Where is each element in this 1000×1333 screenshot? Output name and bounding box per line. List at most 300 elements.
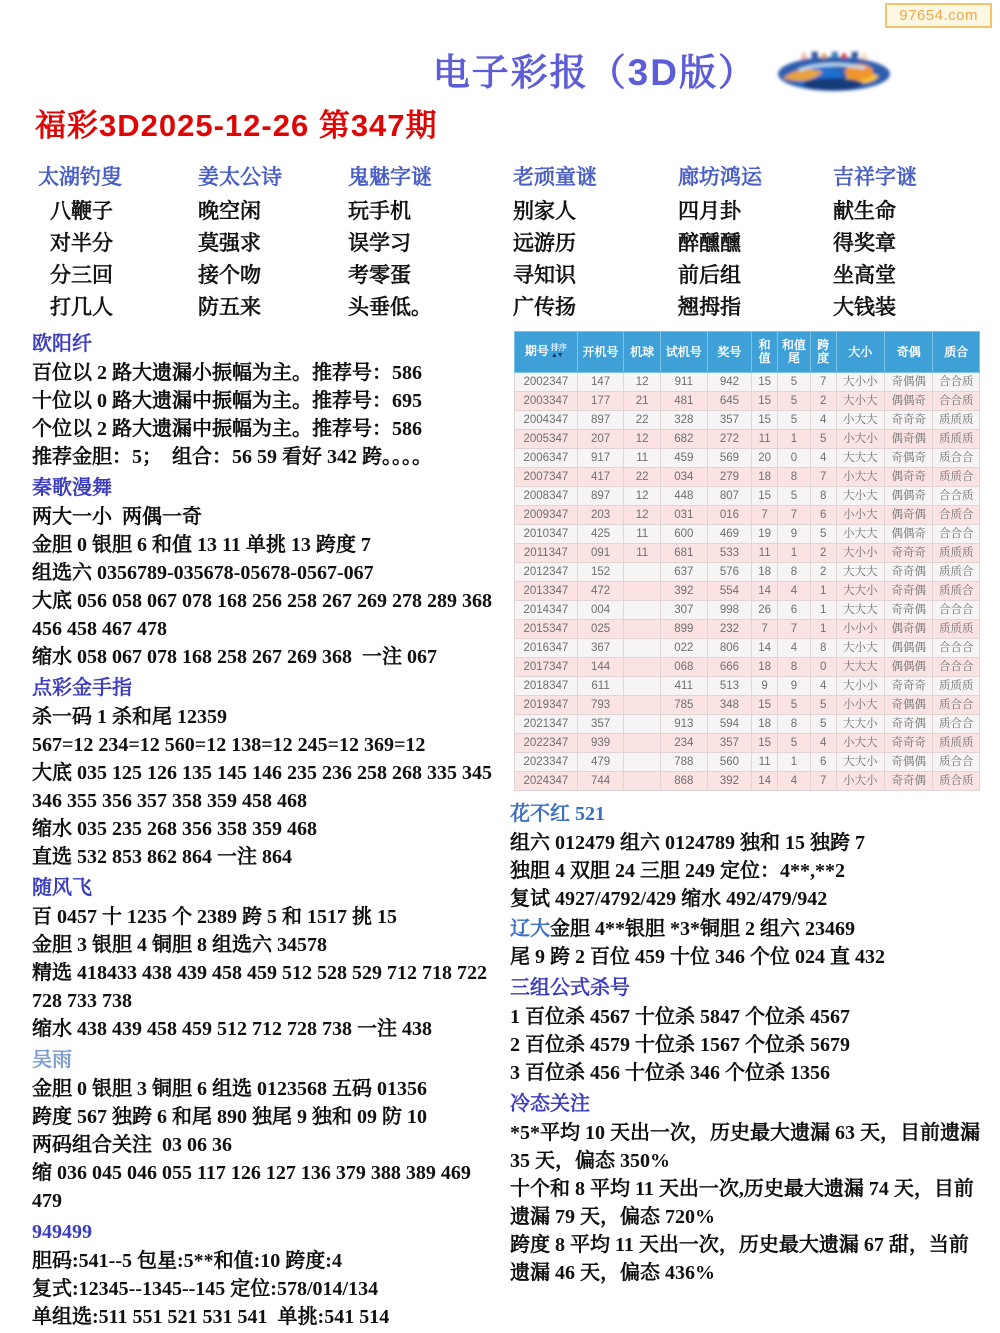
table-cell: 合合合 bbox=[933, 601, 980, 620]
table-cell: 5 bbox=[810, 430, 836, 449]
riddle-title: 太湖钓叟 bbox=[38, 165, 122, 189]
table-cell: 1 bbox=[778, 753, 811, 772]
table-cell: 合合合 bbox=[933, 658, 980, 677]
section-line: 杀一码 1 杀和尾 12359 bbox=[32, 706, 227, 728]
table-cell: 质质合 bbox=[933, 563, 980, 582]
table-cell: 小大大 bbox=[836, 468, 884, 487]
table-row bbox=[515, 392, 980, 411]
table-cell: 913 bbox=[661, 715, 708, 734]
table-cell: 大大小 bbox=[836, 715, 884, 734]
table-cell: 奇奇奇 bbox=[885, 411, 933, 430]
table-cell bbox=[624, 734, 661, 753]
content-columns bbox=[0, 329, 1000, 1333]
table-cell: 质质合 bbox=[933, 582, 980, 601]
table-row bbox=[515, 373, 980, 392]
svg-text:▣: ▣ bbox=[851, 50, 859, 59]
table-cell: 大小大 bbox=[836, 392, 884, 411]
table-cell: 小大大 bbox=[836, 734, 884, 753]
section-title-line: 辽大金胆 4**银胆 *3*铜胆 2 组六 23469 bbox=[510, 918, 855, 940]
table-cell: 2 bbox=[810, 544, 836, 563]
table-cell bbox=[624, 677, 661, 696]
table-row bbox=[515, 430, 980, 449]
riddle-line: 晚空闲 bbox=[198, 199, 261, 223]
table-cell: 2017347 bbox=[515, 658, 578, 677]
table-cell: 质质合 bbox=[933, 468, 980, 487]
table-cell: 469 bbox=[707, 525, 752, 544]
riddle-title: 吉祥字谜 bbox=[833, 165, 917, 189]
table-cell: 小小大 bbox=[836, 506, 884, 525]
table-cell: 025 bbox=[577, 620, 624, 639]
sort-icon[interactable] bbox=[551, 344, 567, 360]
table-cell: 质合质 bbox=[933, 772, 980, 791]
table-cell: 357 bbox=[707, 411, 752, 430]
table-cell: 868 bbox=[661, 772, 708, 791]
table-cell: 奇奇偶 bbox=[885, 601, 933, 620]
sort-label: 排序 bbox=[550, 343, 567, 352]
table-cell: 2009347 bbox=[515, 506, 578, 525]
table-cell: 14 bbox=[752, 582, 778, 601]
table-cell: 1 bbox=[810, 582, 836, 601]
section-line: 组选六 0356789-035678-05678-0567-067 bbox=[32, 562, 374, 584]
table-cell: 大大大 bbox=[836, 563, 884, 582]
issue-title: 福彩3D2025-12-26 第347期 bbox=[35, 108, 438, 143]
table-cell: 793 bbox=[577, 696, 624, 715]
table-row bbox=[515, 772, 980, 791]
table-cell: 448 bbox=[661, 487, 708, 506]
riddle-title: 老顽童谜 bbox=[513, 165, 597, 189]
table-cell: 21 bbox=[624, 392, 661, 411]
svg-text:△: △ bbox=[861, 51, 868, 60]
table-cell: 2 bbox=[810, 563, 836, 582]
riddle-line: 前后组 bbox=[678, 263, 741, 287]
riddle-line: 四月卦 bbox=[678, 199, 741, 223]
table-cell: 小大大 bbox=[836, 411, 884, 430]
riddle-line: 献生命 bbox=[833, 199, 896, 223]
section-line: 两大一小 两偶一奇 bbox=[32, 506, 202, 528]
section-title: 点彩金手指 bbox=[32, 677, 132, 699]
table-cell: 奇奇偶 bbox=[885, 772, 933, 791]
table-row bbox=[515, 449, 980, 468]
table-cell: 奇偶偶 bbox=[885, 753, 933, 772]
table-cell: 785 bbox=[661, 696, 708, 715]
table-cell: 质质质 bbox=[933, 430, 980, 449]
site-url-badge[interactable]: 97654.com bbox=[885, 3, 992, 28]
table-cell: 2005347 bbox=[515, 430, 578, 449]
table-cell bbox=[624, 696, 661, 715]
column-header-10: 奇偶 bbox=[885, 332, 933, 373]
table-cell: 411 bbox=[661, 677, 708, 696]
table-cell: 897 bbox=[577, 411, 624, 430]
column-header-4: 试机号 bbox=[661, 332, 708, 373]
table-cell: 0 bbox=[778, 449, 811, 468]
section-title: 冷态关注 bbox=[510, 1093, 590, 1115]
section-title: 辽大 bbox=[510, 918, 550, 940]
table-cell: 2011347 bbox=[515, 544, 578, 563]
table-cell: 744 bbox=[577, 772, 624, 791]
right-section-1 bbox=[510, 799, 980, 913]
table-cell: 068 bbox=[661, 658, 708, 677]
table-cell: 大大大 bbox=[836, 658, 884, 677]
table-cell: 11 bbox=[624, 525, 661, 544]
section-line: 金胆 0 银胆 6 和值 13 11 单挑 13 跨度 7 bbox=[32, 534, 371, 556]
table-cell: 2018347 bbox=[515, 677, 578, 696]
table-cell: 15 bbox=[752, 734, 778, 753]
table-cell: 022 bbox=[661, 639, 708, 658]
table-cell: 177 bbox=[577, 392, 624, 411]
riddle-line: 头垂低。 bbox=[348, 295, 432, 319]
table-cell: 4 bbox=[778, 772, 811, 791]
riddle-line: 得奖章 bbox=[833, 231, 896, 255]
table-cell: 奇奇奇 bbox=[885, 677, 933, 696]
table-cell: 1 bbox=[810, 601, 836, 620]
table-cell: 12 bbox=[624, 506, 661, 525]
riddle-line: 莫强求 bbox=[198, 231, 261, 255]
table-row bbox=[515, 696, 980, 715]
table-cell: 806 bbox=[707, 639, 752, 658]
riddle-column-2 bbox=[198, 161, 348, 323]
table-cell: 034 bbox=[661, 468, 708, 487]
section-line: 跨度 8 平均 11 天出一次，历史最大遗漏 67 甜，当前遗漏 46 天，偏态 436% bbox=[510, 1234, 969, 1284]
table-cell: 大大小 bbox=[836, 753, 884, 772]
table-cell: 2015347 bbox=[515, 620, 578, 639]
table-cell: 554 bbox=[707, 582, 752, 601]
table-cell: 18 bbox=[752, 658, 778, 677]
section-line: 缩水 035 235 268 356 358 359 468 bbox=[32, 818, 317, 840]
section-line: 个位以 2 路大遗漏中振幅为主。推荐号：586 bbox=[32, 418, 422, 440]
section-title: 吴雨 bbox=[32, 1049, 72, 1071]
table-cell: 998 bbox=[707, 601, 752, 620]
table-cell: 7 bbox=[752, 620, 778, 639]
table-cell: 425 bbox=[577, 525, 624, 544]
table-cell: 203 bbox=[577, 506, 624, 525]
table-cell: 0 bbox=[810, 658, 836, 677]
table-cell: 奇奇偶 bbox=[885, 563, 933, 582]
table-row bbox=[515, 411, 980, 430]
section-line: 大底 056 058 067 078 168 256 258 267 269 278 289 368 456 458 467 478 bbox=[32, 590, 497, 640]
section-line: 两码组合关注 03 06 36 bbox=[32, 1134, 232, 1156]
table-cell bbox=[624, 658, 661, 677]
table-cell: 2004347 bbox=[515, 411, 578, 430]
section-line: 大底 035 125 126 135 145 146 235 236 258 268 335 345 346 355 356 357 358 359 458 468 bbox=[32, 762, 497, 812]
riddle-line: 寻知识 bbox=[513, 263, 576, 287]
draw-table-head bbox=[515, 332, 980, 373]
table-cell: 11 bbox=[752, 753, 778, 772]
svg-text:◆: ◆ bbox=[821, 51, 828, 60]
table-cell: 8 bbox=[778, 658, 811, 677]
riddle-line: 醉醺醺 bbox=[678, 231, 741, 255]
table-cell: 2021347 bbox=[515, 715, 578, 734]
riddle-title: 廊坊鸿运 bbox=[678, 165, 762, 189]
table-cell: 合合合 bbox=[933, 525, 980, 544]
table-cell: 942 bbox=[707, 373, 752, 392]
table-cell: 小小小 bbox=[836, 620, 884, 639]
table-cell: 2022347 bbox=[515, 734, 578, 753]
table-cell: 1 bbox=[810, 620, 836, 639]
table-cell: 奇奇奇 bbox=[885, 734, 933, 753]
table-cell bbox=[624, 772, 661, 791]
section-line: 尾 9 跨 2 百位 459 十位 346 个位 024 直 432 bbox=[510, 946, 885, 968]
table-cell: 9 bbox=[752, 677, 778, 696]
table-cell: 2007347 bbox=[515, 468, 578, 487]
section-line: 跨度 567 独跨 6 和尾 890 独尾 9 独和 09 防 10 bbox=[32, 1106, 427, 1128]
table-cell: 2010347 bbox=[515, 525, 578, 544]
table-cell: 12 bbox=[624, 373, 661, 392]
table-cell: 479 bbox=[577, 753, 624, 772]
table-row bbox=[515, 601, 980, 620]
section-title: 秦歌漫舞 bbox=[32, 477, 112, 499]
table-cell: 897 bbox=[577, 487, 624, 506]
column-header-5: 奖号 bbox=[707, 332, 752, 373]
riddle-line: 玩手机 bbox=[348, 199, 411, 223]
table-cell: 645 bbox=[707, 392, 752, 411]
table-cell bbox=[624, 620, 661, 639]
table-cell: 459 bbox=[661, 449, 708, 468]
table-cell: 质合合 bbox=[933, 696, 980, 715]
table-cell: 质合合 bbox=[933, 753, 980, 772]
table-cell: 1 bbox=[778, 544, 811, 563]
section-line: 单组选:511 551 521 531 541 单挑:541 514 bbox=[32, 1306, 390, 1328]
table-cell: 20 bbox=[752, 449, 778, 468]
table-cell: 4 bbox=[810, 411, 836, 430]
table-cell: 569 bbox=[707, 449, 752, 468]
table-cell: 大大大 bbox=[836, 601, 884, 620]
table-row bbox=[515, 658, 980, 677]
table-cell: 328 bbox=[661, 411, 708, 430]
table-cell: 513 bbox=[707, 677, 752, 696]
table-cell: 2 bbox=[810, 392, 836, 411]
table-row bbox=[515, 753, 980, 772]
table-cell: 152 bbox=[577, 563, 624, 582]
table-cell: 偶奇偶 bbox=[885, 506, 933, 525]
table-cell: 22 bbox=[624, 468, 661, 487]
table-cell: 偶奇奇 bbox=[885, 468, 933, 487]
table-row bbox=[515, 715, 980, 734]
table-cell: 奇奇偶 bbox=[885, 582, 933, 601]
svg-text:◆: ◆ bbox=[841, 51, 848, 60]
table-cell: 2014347 bbox=[515, 601, 578, 620]
table-cell: 7 bbox=[778, 620, 811, 639]
table-cell: 392 bbox=[707, 772, 752, 791]
draw-table-body bbox=[515, 373, 980, 791]
table-cell: 6 bbox=[778, 601, 811, 620]
table-cell: 合合质 bbox=[933, 373, 980, 392]
section-line: *5*平均 10 天出一次，历史最大遗漏 63 天，目前遗漏 35 天，偏态 350% bbox=[510, 1122, 985, 1172]
table-cell: 348 bbox=[707, 696, 752, 715]
left-section-6 bbox=[32, 1217, 502, 1331]
section-line: 独胆 4 双胆 24 三胆 249 定位：4**,**2 bbox=[510, 860, 845, 882]
section-line: 精选 418433 438 439 458 459 512 528 529 712 718 722 728 733 738 bbox=[32, 962, 492, 1012]
table-cell: 15 bbox=[752, 373, 778, 392]
table-cell: 偶偶偶 bbox=[885, 658, 933, 677]
table-row bbox=[515, 468, 980, 487]
left-section-2 bbox=[32, 473, 502, 671]
table-cell: 8 bbox=[810, 639, 836, 658]
table-cell: 8 bbox=[778, 563, 811, 582]
right-section-2 bbox=[510, 915, 980, 971]
table-cell: 偶奇偶 bbox=[885, 430, 933, 449]
table-cell: 8 bbox=[810, 487, 836, 506]
column-header-9: 大小 bbox=[836, 332, 884, 373]
table-cell: 9 bbox=[778, 677, 811, 696]
table-cell: 大小小 bbox=[836, 677, 884, 696]
table-cell: 8 bbox=[778, 468, 811, 487]
section-line: 2 百位杀 4579 十位杀 1567 个位杀 5679 bbox=[510, 1034, 850, 1056]
table-cell: 357 bbox=[707, 734, 752, 753]
table-row bbox=[515, 563, 980, 582]
riddle-line: 接个吻 bbox=[198, 263, 261, 287]
table-cell: 小大小 bbox=[836, 772, 884, 791]
table-cell bbox=[624, 582, 661, 601]
table-cell: 15 bbox=[752, 392, 778, 411]
table-cell: 533 bbox=[707, 544, 752, 563]
table-cell: 质质质 bbox=[933, 544, 980, 563]
table-row bbox=[515, 487, 980, 506]
table-cell: 7 bbox=[752, 506, 778, 525]
table-cell: 939 bbox=[577, 734, 624, 753]
table-cell: 奇偶偶 bbox=[885, 696, 933, 715]
table-cell: 奇偶偶 bbox=[885, 373, 933, 392]
table-cell: 472 bbox=[577, 582, 624, 601]
table-row bbox=[515, 620, 980, 639]
table-cell: 大小大 bbox=[836, 639, 884, 658]
riddle-title: 鬼魅字谜 bbox=[348, 165, 432, 189]
table-cell: 偶奇偶 bbox=[885, 620, 933, 639]
left-section-1 bbox=[32, 329, 502, 471]
table-cell: 091 bbox=[577, 544, 624, 563]
riddle-line: 防五来 bbox=[198, 295, 261, 319]
riddle-column-1 bbox=[38, 161, 198, 323]
table-cell: 1 bbox=[778, 430, 811, 449]
table-cell: 6 bbox=[810, 753, 836, 772]
table-cell: 小大大 bbox=[836, 525, 884, 544]
table-cell bbox=[624, 753, 661, 772]
table-row bbox=[515, 734, 980, 753]
table-cell: 144 bbox=[577, 658, 624, 677]
table-cell: 合合质 bbox=[933, 392, 980, 411]
table-cell: 奇奇偶 bbox=[885, 715, 933, 734]
table-cell: 大小小 bbox=[836, 373, 884, 392]
section-line: 复式:12345--1345--145 定位:578/014/134 bbox=[32, 1278, 379, 1300]
riddle-line: 打几人 bbox=[50, 295, 113, 319]
table-cell: 2013347 bbox=[515, 582, 578, 601]
table-cell: 5 bbox=[810, 525, 836, 544]
table-cell: 4 bbox=[778, 582, 811, 601]
table-cell: 666 bbox=[707, 658, 752, 677]
section-title: 三组公式杀号 bbox=[510, 977, 630, 999]
table-cell: 560 bbox=[707, 753, 752, 772]
riddle-column-4 bbox=[513, 161, 678, 323]
table-cell: 15 bbox=[752, 696, 778, 715]
table-cell: 14 bbox=[752, 639, 778, 658]
table-cell: 417 bbox=[577, 468, 624, 487]
section-line: 直选 532 853 862 864 一注 864 bbox=[32, 846, 292, 868]
section-title: 949499 bbox=[32, 1221, 92, 1243]
table-cell: 031 bbox=[661, 506, 708, 525]
section-line: 567=12 234=12 560=12 138=12 245=12 369=12 bbox=[32, 734, 426, 756]
left-section-3 bbox=[32, 673, 502, 871]
section-line: 缩水 438 439 458 459 512 712 728 738 一注 438 bbox=[32, 1018, 432, 1040]
table-cell: 偶偶奇 bbox=[885, 487, 933, 506]
section-title: 欧阳纤 bbox=[32, 333, 92, 355]
table-cell: 大大小 bbox=[836, 582, 884, 601]
table-cell: 5 bbox=[778, 734, 811, 753]
table-cell: 18 bbox=[752, 715, 778, 734]
table-cell: 8 bbox=[778, 715, 811, 734]
table-cell: 7 bbox=[810, 373, 836, 392]
table-cell: 偶偶奇 bbox=[885, 392, 933, 411]
table-cell: 11 bbox=[624, 544, 661, 563]
section-line: 缩 036 045 046 055 117 126 127 136 379 388 389 469 479 bbox=[32, 1162, 476, 1212]
table-cell: 5 bbox=[810, 696, 836, 715]
table-cell: 2023347 bbox=[515, 753, 578, 772]
column-header-11: 质合 bbox=[933, 332, 980, 373]
sort-arrows-icon: ▲▼ bbox=[550, 352, 563, 359]
table-cell: 2002347 bbox=[515, 373, 578, 392]
table-cell: 质质质 bbox=[933, 734, 980, 753]
table-cell: 357 bbox=[577, 715, 624, 734]
section-title: 花不红 521 bbox=[510, 803, 605, 825]
right-section-3 bbox=[510, 973, 980, 1087]
column-header-1[interactable]: 期号 排序 ▲▼ bbox=[515, 332, 578, 373]
table-cell: 合合质 bbox=[933, 487, 980, 506]
table-cell: 质质质 bbox=[933, 411, 980, 430]
table-cell: 594 bbox=[707, 715, 752, 734]
table-cell: 质合合 bbox=[933, 715, 980, 734]
section-line: 组六 012479 组六 0124789 独和 15 独跨 7 bbox=[510, 832, 865, 854]
column-header-2: 开机号 bbox=[577, 332, 624, 373]
right-sections bbox=[510, 799, 985, 1287]
table-cell: 637 bbox=[661, 563, 708, 582]
table-cell: 600 bbox=[661, 525, 708, 544]
section-line: 复试 4927/4792/429 缩水 492/479/942 bbox=[510, 888, 828, 910]
table-cell: 18 bbox=[752, 468, 778, 487]
table-cell: 12 bbox=[624, 430, 661, 449]
riddle-line: 误学习 bbox=[348, 231, 411, 255]
table-cell: 15 bbox=[752, 411, 778, 430]
table-cell: 911 bbox=[661, 373, 708, 392]
table-cell: 2006347 bbox=[515, 449, 578, 468]
riddles-grid bbox=[38, 161, 1000, 323]
table-cell: 质质质 bbox=[933, 677, 980, 696]
table-cell: 576 bbox=[707, 563, 752, 582]
riddle-line: 广传扬 bbox=[513, 295, 576, 319]
table-cell bbox=[624, 563, 661, 582]
riddle-line: 坐高堂 bbox=[833, 263, 896, 287]
table-cell: 小小大 bbox=[836, 696, 884, 715]
left-column bbox=[0, 329, 502, 1333]
table-cell: 12 bbox=[624, 487, 661, 506]
table-row bbox=[515, 525, 980, 544]
table-cell: 5 bbox=[778, 487, 811, 506]
table-cell: 2003347 bbox=[515, 392, 578, 411]
table-cell: 5 bbox=[778, 373, 811, 392]
section-line: 十位以 0 路大遗漏中振幅为主。推荐号：695 bbox=[32, 390, 422, 412]
table-cell: 7 bbox=[810, 772, 836, 791]
table-cell: 合合合 bbox=[933, 639, 980, 658]
table-cell: 367 bbox=[577, 639, 624, 658]
section-line: 缩水 058 067 078 168 258 267 269 368 一注 067 bbox=[32, 646, 437, 668]
table-cell: 偶偶偶 bbox=[885, 639, 933, 658]
riddle-column-6 bbox=[833, 161, 963, 323]
table-cell: 4 bbox=[810, 734, 836, 753]
section-line: 十个和 8 平均 11 天出一次,历史最大遗漏 74 天，目前遗漏 79 天，偏态 720% bbox=[510, 1178, 974, 1228]
table-cell: 11 bbox=[624, 449, 661, 468]
svg-text:△: △ bbox=[801, 51, 808, 60]
section-line: 百位以 2 路大遗漏小振幅为主。推荐号：586 bbox=[32, 362, 422, 384]
table-cell: 合质合 bbox=[933, 506, 980, 525]
draw-history-table bbox=[514, 331, 980, 791]
brand-logo-icon bbox=[773, 42, 895, 96]
